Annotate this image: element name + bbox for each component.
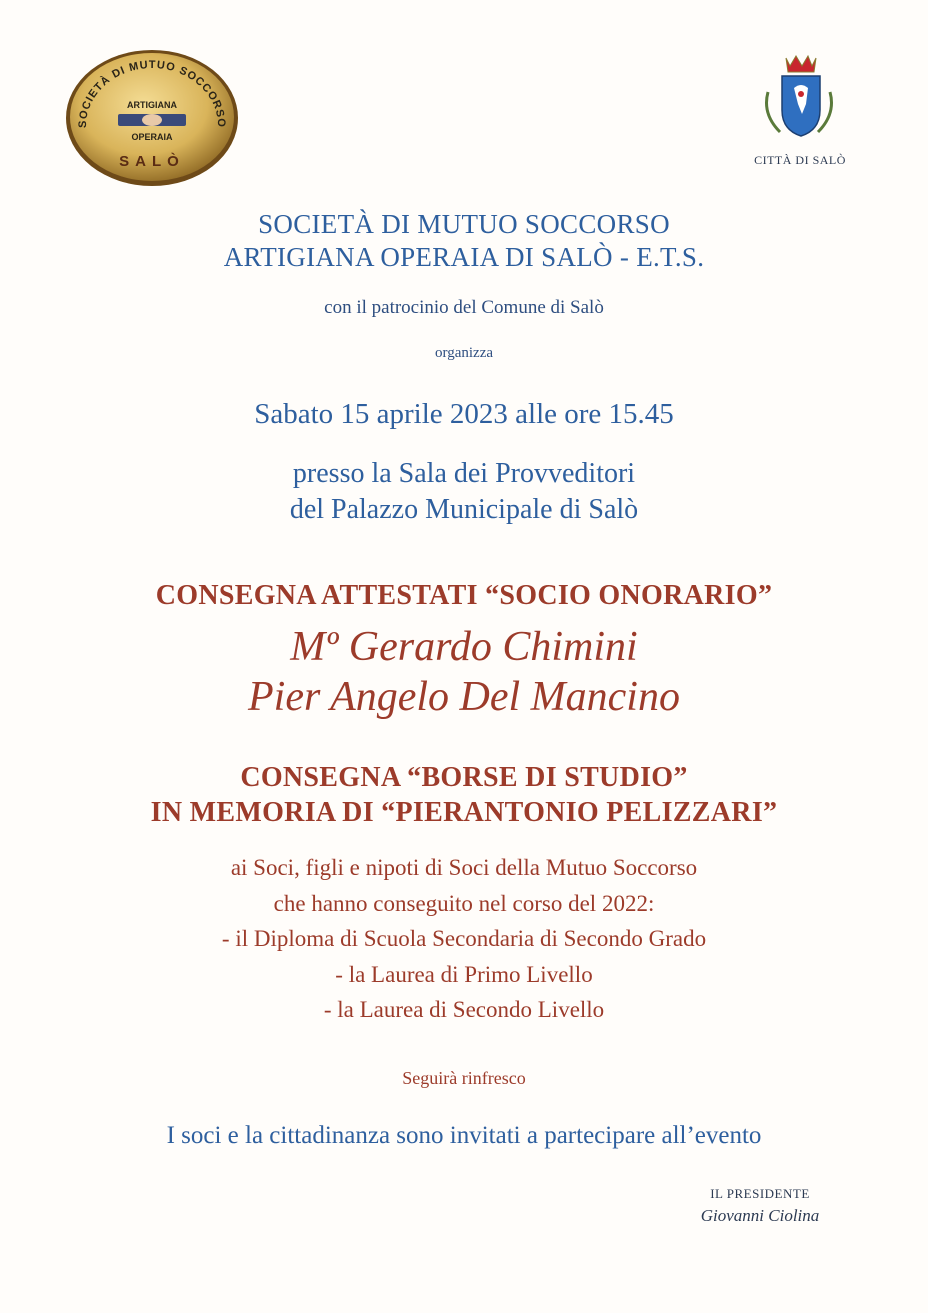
scholarship-item: - il Diploma di Scuola Secondaria di Secondo Grado — [221, 926, 707, 951]
society-seal-logo — [64, 48, 240, 188]
scholarship-conditions — [0, 850, 928, 1028]
scholarship-item: - la Laurea di Secondo Livello — [323, 997, 605, 1022]
event-place — [0, 456, 928, 528]
crest-caption: CITTÀ DI SALÒ — [754, 153, 846, 167]
organizes-text: organizza — [434, 345, 494, 361]
organization-name-line-2: ARTIGIANA OPERAIA DI SALÒ - E.T.S. — [223, 242, 705, 272]
signature-name: Giovanni Ciolina — [700, 1206, 820, 1225]
refreshment-note: Seguirà rinfresco — [402, 1068, 526, 1088]
organization-name-line-1: SOCIETÀ DI MUTUO SOCCORSO — [258, 209, 670, 239]
patronage-text: con il patrocinio del Comune di Salò — [324, 297, 604, 318]
event-datetime: Sabato 15 aprile 2023 alle ore 15.45 — [254, 398, 674, 430]
event-place-line-1: presso la Sala dei Provveditori — [292, 458, 636, 489]
scholarship-item: - la Laurea di Primo Livello — [335, 961, 593, 987]
honorary-name-1: Mº Gerardo Chimini — [290, 624, 638, 670]
organization-name — [0, 208, 928, 274]
seal-ring-text: SOCIETÀ DI MUTUO SOCCORSO — [76, 58, 228, 129]
honorary-title: CONSEGNA ATTESTATI “SOCIO ONORARIO” — [155, 580, 773, 611]
signature-block — [660, 1186, 860, 1226]
scholarship-intro-line-1: ai Soci, figli e nipoti di Soci della Mutuo Soccorso — [230, 855, 698, 880]
scholarship-title-line-2: IN MEMORIA DI “PIERANTONIO PELIZZARI” — [150, 797, 778, 828]
city-crest-icon — [758, 52, 840, 144]
honorary-name-2: Pier Angelo Del Mancino — [248, 674, 680, 720]
seal-line-1: ARTIGIANA — [127, 100, 177, 110]
honorary-names — [0, 622, 928, 722]
scholarship-title-line-1: CONSEGNA “BORSE DI STUDIO” — [240, 762, 688, 793]
seal-city: SALÒ — [119, 153, 185, 170]
invitation-text: I soci e la cittadinanza sono invitati a partecipare all’evento — [166, 1122, 762, 1149]
scholarship-title — [0, 760, 928, 830]
event-place-line-2: del Palazzo Municipale di Salò — [289, 494, 639, 525]
scholarship-intro-line-2: che hanno conseguito nel corso del 2022: — [273, 890, 655, 916]
signature-title: IL PRESIDENTE — [710, 1186, 810, 1201]
seal-line-2: OPERAIA — [131, 132, 173, 142]
